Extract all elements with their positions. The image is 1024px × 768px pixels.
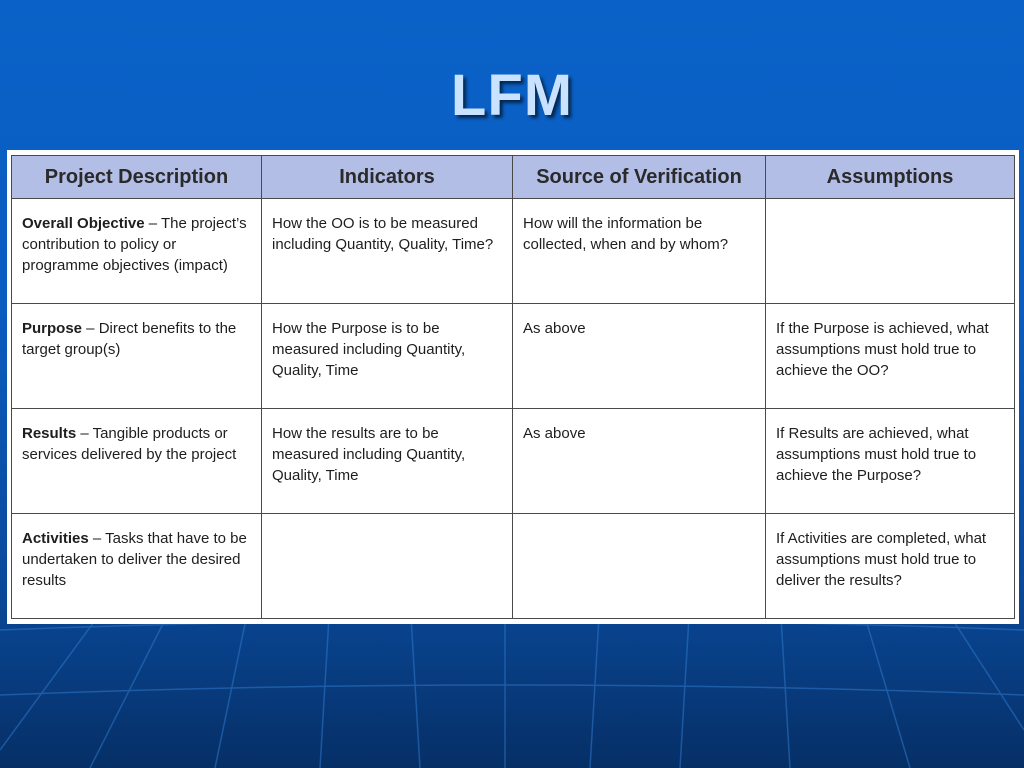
project-description-cell [12, 514, 262, 619]
assumptions-cell [766, 199, 1015, 304]
row-label: Activities [22, 530, 89, 547]
column-header: Source of Verification [513, 156, 766, 199]
assumptions-cell: If the Purpose is achieved, what assumptions must hold true to achieve the OO? [766, 304, 1015, 409]
assumptions-cell: If Results are achieved, what assumptions must hold true to achieve the Purpose? [766, 409, 1015, 514]
row-description: – The project’s contribution to policy or programme objectives (impact) [22, 215, 247, 274]
table-row [12, 514, 1015, 619]
slide-title: LFM [450, 63, 574, 128]
table-row [12, 199, 1015, 304]
row-description: – Direct benefits to the target group(s) [22, 320, 237, 358]
table-header-row [12, 156, 1015, 199]
verification-cell: How will the information be collected, when and by whom? [513, 199, 766, 304]
column-header: Assumptions [766, 156, 1015, 199]
project-description-cell [12, 304, 262, 409]
project-description-cell [12, 409, 262, 514]
project-description-cell [12, 199, 262, 304]
lfm-table [11, 155, 1015, 619]
column-header: Indicators [262, 156, 513, 199]
lfm-table-container [7, 150, 1019, 624]
row-label: Overall Objective [22, 215, 145, 232]
column-header: Project Description [12, 156, 262, 199]
verification-cell: As above [513, 409, 766, 514]
row-description: – Tasks that have to be undertaken to deliver the desired results [22, 530, 247, 589]
assumptions-cell: If Activities are completed, what assumptions must hold true to deliver the results? [766, 514, 1015, 619]
verification-cell [513, 514, 766, 619]
indicators-cell: How the results are to be measured including Quantity, Quality, Time [262, 409, 513, 514]
indicators-cell: How the Purpose is to be measured including Quantity, Quality, Time [262, 304, 513, 409]
background-grid-lines [0, 600, 1024, 768]
row-description: – Tangible products or services delivered by the project [22, 425, 237, 463]
indicators-cell: How the OO is to be measured including Quantity, Quality, Time? [262, 199, 513, 304]
table-row [12, 304, 1015, 409]
row-label: Results [22, 425, 77, 442]
verification-cell: As above [513, 304, 766, 409]
table-row [12, 409, 1015, 514]
indicators-cell [262, 514, 513, 619]
row-label: Purpose [22, 320, 83, 337]
